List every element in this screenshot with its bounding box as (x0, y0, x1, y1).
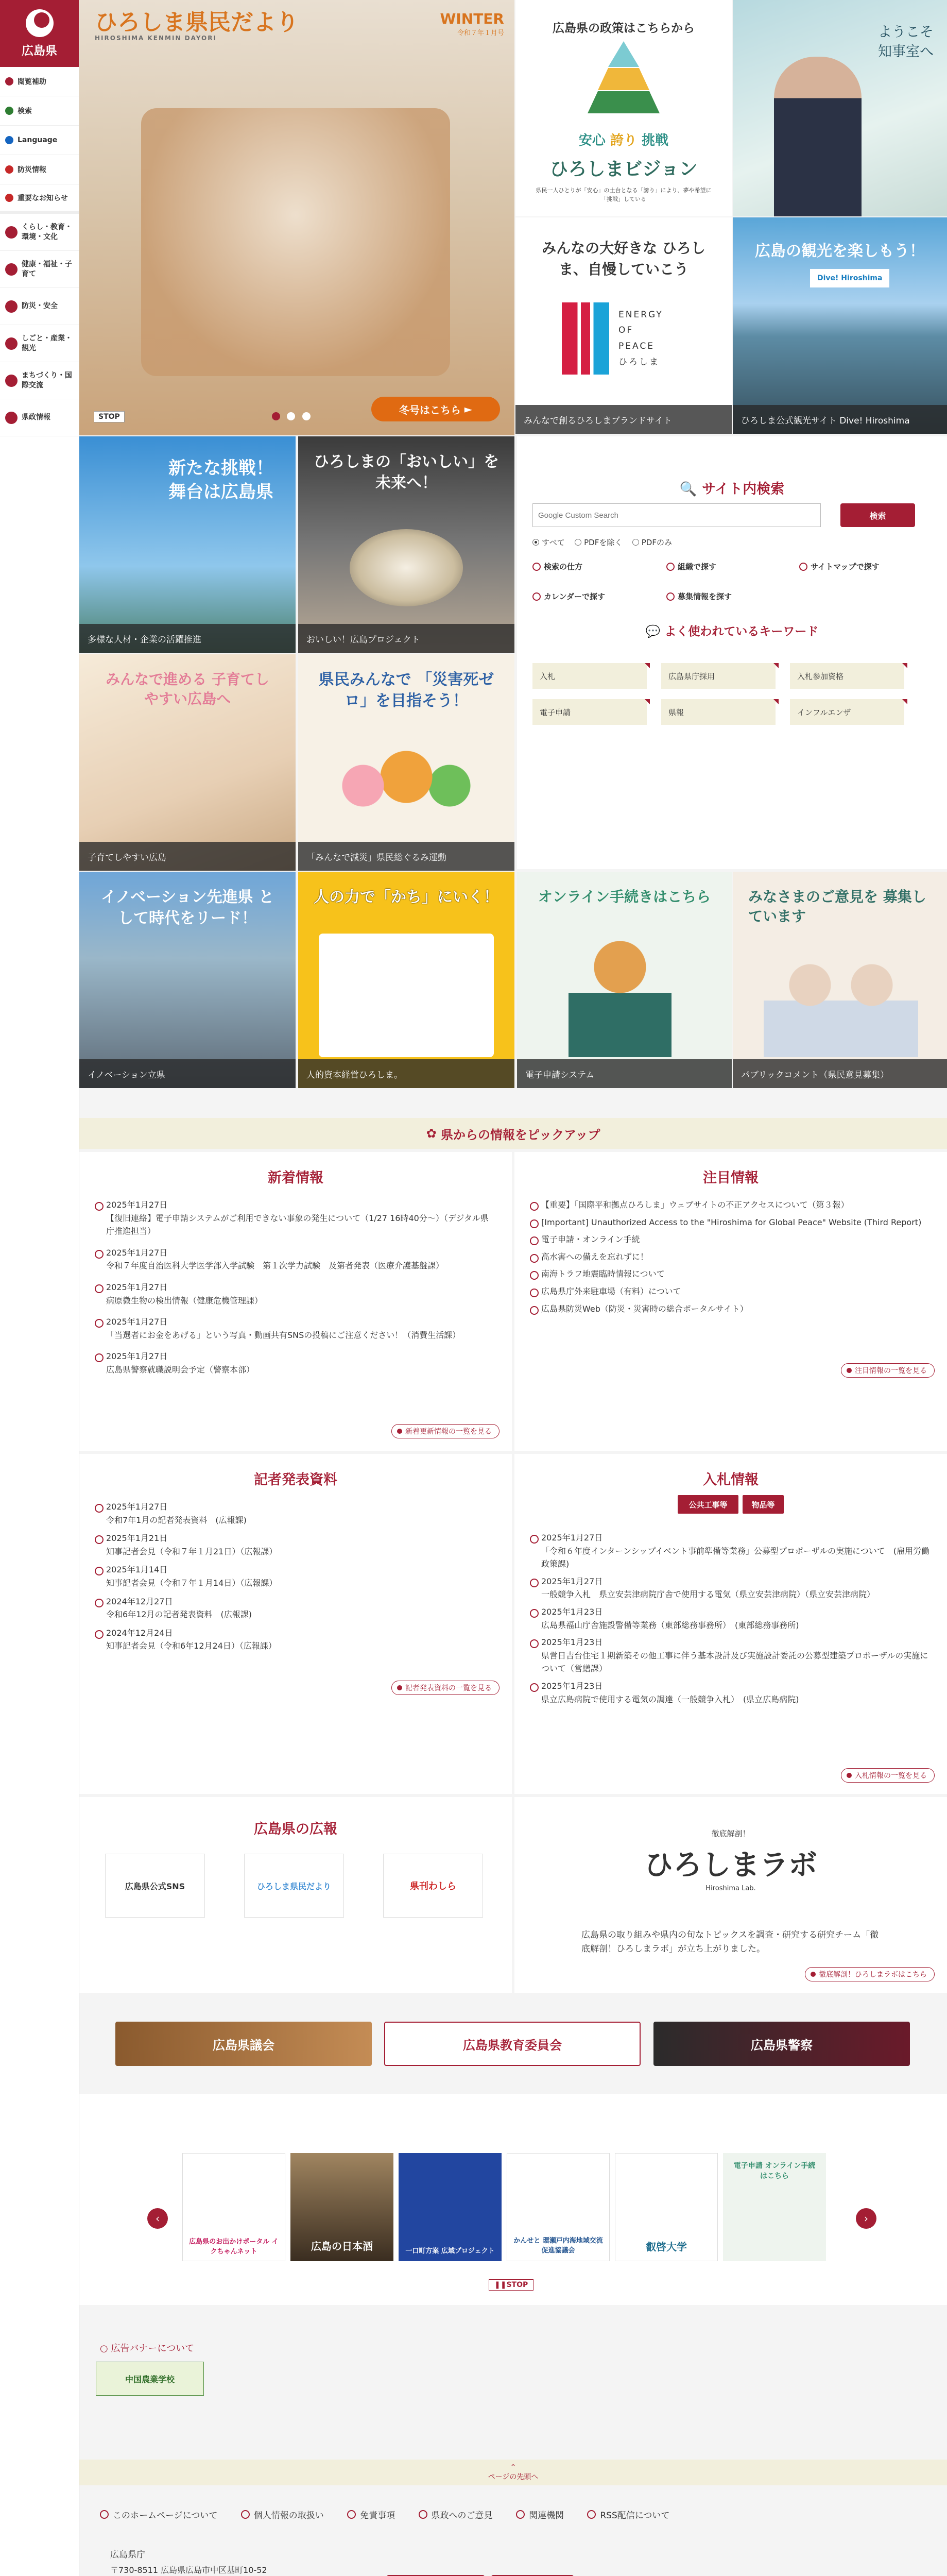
tile-oishii[interactable]: ひろしまの「おいしい」を 未来へ！ おいしい！広島プロジェクト (298, 436, 514, 653)
keyword-item[interactable]: 電子申請 (532, 699, 650, 725)
institution-assembly[interactable]: 広島県議会 (115, 2022, 372, 2066)
news-heading: 新着情報 (268, 1170, 323, 1186)
link-search-sitemap[interactable]: サイトマップで探す (799, 561, 880, 572)
press-item[interactable]: 2024年12月27日 令和6年12月の記者発表資料 (広報課) (95, 1595, 496, 1621)
press-more-button[interactable]: 記者発表資料の一覧を見る (391, 1681, 500, 1695)
hero-cta-button[interactable]: 冬号はこちら ► (371, 397, 500, 421)
footer-address: 〒730-8511 広島県広島市中区基町10-52 (110, 2565, 267, 2575)
globe-icon (5, 136, 13, 144)
news-item[interactable]: 2025年1月27日 「当選者にお金をあげる」という写真・動画共有SNSの投稿にご注意ください！（消費生活課） (95, 1315, 496, 1342)
brand-title: みんなの大好きな ひろしま、自慢していこう (542, 240, 705, 278)
bid-item[interactable]: 2025年1月23日 県営日吉台住宅１期新築その他工事に伴う基本設計及び実施設計委託の公募型建築プロポーザルの実施について（営繕課） (530, 1636, 932, 1675)
lab-sub: Hiroshima Lab. (705, 1885, 756, 1892)
carousel-item[interactable]: 広島県のお出かけポータル イクちゃんネット (182, 2153, 285, 2261)
footer-link[interactable]: RSS配信について (587, 2508, 669, 2521)
online-illustration (569, 928, 671, 1057)
brand-caption: みんなで創るひろしまブランドサイト (515, 405, 732, 434)
pr-panel (79, 1797, 512, 1993)
keyword-item[interactable]: 入札 (532, 663, 650, 689)
sidebar-item-disaster[interactable]: 防災情報 (0, 155, 79, 184)
tab-goods[interactable]: 物品等 (743, 1495, 784, 1514)
pyramid-icon (588, 41, 660, 118)
banner-carousel (79, 2094, 947, 2305)
search-input[interactable] (532, 503, 821, 527)
news-item[interactable]: 2025年1月27日 令和７年度自治医科大学医学部入学試験 第１次学力試験 及第者発表（医療介護基盤課） (95, 1246, 496, 1273)
page-top-link[interactable]: ⌃ ページの先頭へ (79, 2460, 947, 2485)
sidebar-item-town[interactable]: まちづくり・国際交流 (0, 362, 79, 399)
notice-item[interactable]: 広島県庁外来駐車場（有料）について (530, 1285, 932, 1298)
chevron-up-icon: ⌃ (510, 2463, 516, 2471)
hero-logo: ひろしま県民だより HIROSHIMA KENMIN DAYORI (95, 9, 299, 42)
sidebar-item-govt[interactable]: 県政情報 (0, 399, 79, 436)
tile-public-comment[interactable]: みなさまのご意見を 募集しています パブリックコメント（県民意見募集） (733, 872, 947, 1088)
bid-item[interactable]: 2025年1月27日 一般競争入札 県立安芸津病院庁舎で使用する電気（県立安芸津病院）（県立安芸津病院） (530, 1575, 932, 1601)
tab-public-works[interactable]: 公共工事等 (678, 1495, 738, 1514)
keyword-item[interactable]: インフルエンザ (790, 699, 907, 725)
footer-link[interactable]: 県政へのご意見 (419, 2508, 493, 2521)
public-comment-photo (764, 954, 918, 1057)
governor-tile[interactable] (733, 0, 947, 216)
footer-org: 広島県庁 (110, 2550, 145, 2560)
carousel-item[interactable]: 一口町方案 広域プロジェクト (399, 2153, 502, 2261)
press-item[interactable]: 2024年12月24日 知事記者会見（令和6年12月24日）（広報課） (95, 1626, 496, 1653)
lab-panel (514, 1797, 947, 1993)
shield-icon (5, 300, 18, 313)
footer-link[interactable]: このホームページについて (100, 2508, 217, 2521)
bid-item[interactable]: 2025年1月27日 「令和６年度インターンシップイベント事前準備等業務」公募型プロポーザルの実施について (雇用労働政策課) (530, 1531, 932, 1571)
governor-greeting: ようこそ 知事室へ (878, 24, 934, 60)
news-panel (79, 1152, 512, 1451)
pager-dot[interactable] (302, 412, 311, 420)
search-heading: 🔍 サイト内検索 (679, 481, 785, 497)
bid-item[interactable]: 2025年1月23日 県立広島病院で使用する電気の調達（一般競争入札） (県立広島病院) (530, 1680, 932, 1706)
notice-item[interactable]: 【重要】「国際平和拠点ひろしま」ウェブサイトの不正アクセスについて（第３報） (530, 1198, 932, 1212)
vision-caption: 県民一人ひとりが「安心」の土台となる「誇り」により、夢や希望に「挑戦」している (536, 187, 712, 202)
notice-list (530, 1198, 932, 1319)
keyword-item[interactable]: 入札参加資格 (790, 663, 907, 689)
dive-hiroshima-badge: Dive! Hiroshima (810, 269, 889, 287)
vision-tile[interactable] (515, 0, 732, 216)
sidebar-item-life[interactable]: くらし・教育・環境・文化 (0, 214, 79, 251)
footer (79, 2485, 947, 2576)
human-capital-illustration (319, 934, 494, 1057)
link-search-org[interactable]: 組織で探す (666, 561, 716, 572)
institution-education[interactable]: 広島県教育委員会 (384, 2022, 641, 2066)
footer-link[interactable]: 免責事項 (347, 2508, 395, 2521)
bid-panel (514, 1454, 947, 1794)
notice-item[interactable]: 電子申請・オンライン手続 (530, 1233, 932, 1246)
carousel-item[interactable]: 叡啓大学 (615, 2153, 718, 2261)
lab-text: 広島県の取り組みや県内の旬なトピックスを調査・研究する研究チーム「徹底解剖！ひろしまラボ」が立ち上がりました。 (581, 1930, 879, 1955)
carousel-item[interactable]: 電子申請 オンライン手続はこちら (723, 2153, 826, 2261)
bid-more-button[interactable]: 入札情報の一覧を見る (841, 1768, 935, 1783)
banner-info-heading[interactable]: ○ 広告バナーについて (100, 2343, 195, 2354)
sidebar-item-work[interactable]: しごと・産業・観光 (0, 325, 79, 362)
hero-issue: WINTER 令和７年１月号 (440, 10, 504, 37)
press-list (95, 1500, 496, 1658)
radio-pdf-only[interactable]: PDFのみ (632, 537, 672, 548)
link-search-calendar[interactable]: カレンダーで探す (532, 591, 605, 602)
carousel-stop-button[interactable]: ❚❚STOP (489, 2279, 533, 2291)
institution-police[interactable]: 広島県警察 (653, 2022, 910, 2066)
news-item[interactable]: 2025年1月27日 広島県警察就職説明会予定（警察本部） (95, 1350, 496, 1376)
document-icon (5, 412, 18, 424)
news-item[interactable]: 2025年1月27日 病原微生物の検出情報（健康危機管理課） (95, 1281, 496, 1307)
brand-tile[interactable] (515, 217, 732, 434)
notice-panel (514, 1152, 947, 1451)
tile-human-capital[interactable]: 人の力で「かち」にいく！ 人的資本経営ひろしま。 (298, 872, 514, 1088)
news-list (95, 1198, 496, 1385)
alert-icon (5, 194, 13, 202)
accessibility-icon (5, 77, 13, 86)
carousel-item[interactable]: 広島の日本酒 (290, 2153, 393, 2261)
bid-heading: 入札情報 (703, 1472, 759, 1488)
keyword-item[interactable]: 広島県庁採用 (661, 663, 779, 689)
radio-exclude-pdf[interactable]: PDFを除く (575, 537, 622, 548)
footer-links (100, 2508, 690, 2521)
building-icon (5, 337, 18, 350)
hero-pager (270, 412, 313, 423)
press-panel (79, 1454, 512, 1794)
carousel-item[interactable]: かんせと 環瀬戸内海地域交流促進協議会 (507, 2153, 610, 2261)
search-button[interactable]: 検索 (840, 503, 915, 527)
tourism-title: 広島の観光を楽しもう！ (755, 242, 925, 260)
notice-heading: 注目情報 (703, 1170, 759, 1186)
sidebar-item-accessibility[interactable]: 閲覧補助 (0, 67, 79, 96)
pickup-header: ✿ 県からの情報をピックアップ (79, 1118, 947, 1149)
carousel-track (182, 2153, 826, 2261)
lab-title[interactable]: ひろしまラボ (644, 1848, 817, 1882)
pr-banner-washira[interactable]: 県刊わしら (383, 1854, 483, 1918)
news-more-button[interactable]: 新着更新情報の一覧を見る (391, 1424, 500, 1438)
sidebar-item-important[interactable]: 重要なお知らせ (0, 184, 79, 214)
lab-more-button[interactable]: 徹底解剖！ひろしまラボはこちら (805, 1967, 935, 1981)
peace-mark-icon (562, 302, 609, 375)
mascot-illustration (334, 742, 478, 829)
tourism-caption: ひろしま公式観光サイト Dive! Hiroshima (733, 405, 947, 434)
notice-item[interactable]: 広島県防災Web（防災・災害時の総合ポータルサイト） (530, 1302, 932, 1316)
carousel-next-button[interactable] (856, 2208, 876, 2229)
news-item[interactable]: 2025年1月27日 【復旧連絡】電子申請システムがご利用できない事象の発生について（1/27 16時40分～）（デジタル県庁推進担当） (95, 1198, 496, 1238)
energy-of-peace-logo: ENERGY OF PEACE ひろしま (562, 302, 663, 375)
press-item[interactable]: 2025年1月21日 知事記者会見（令和７年１月21日）（広報課） (95, 1532, 496, 1558)
vision-title: ひろしまビジョン (549, 159, 698, 180)
warning-icon (5, 165, 13, 174)
tile-disaster[interactable]: 県民みんなで 「災害死ゼロ」を目指そう！ 「みんなで減災」県民総ぐるみ運動 (298, 654, 514, 871)
pr-banner-sns[interactable]: 広島県公式SNS (105, 1854, 205, 1918)
link-search-howto[interactable]: 検索の仕方 (532, 561, 582, 572)
hiroshima-emblem-icon (26, 9, 54, 37)
press-heading: 記者発表資料 (254, 1472, 337, 1488)
oyster-photo (350, 529, 463, 606)
sidebar-item-health[interactable]: 健康・福祉・子育て (0, 251, 79, 288)
keyword-item[interactable]: 県報 (661, 699, 779, 725)
footer-link[interactable]: 関連機関 (516, 2508, 564, 2521)
people-icon (5, 226, 18, 239)
search-panel (517, 436, 947, 869)
hero-stop-button[interactable]: STOP (94, 411, 125, 422)
tile-childcare[interactable]: みんなで進める 子育てしやすい広島へ 子育てしやすい広島 (79, 654, 296, 871)
hero-photo (141, 108, 450, 376)
banner-info (79, 2305, 947, 2460)
tourism-tile[interactable] (733, 217, 947, 434)
sidebar-item-search[interactable]: 検索 (0, 96, 79, 126)
search-options (532, 537, 679, 548)
pr-banner-dayori[interactable]: ひろしま県民だより (244, 1854, 344, 1918)
chevron-right-icon: › (864, 2212, 868, 2225)
governor-photo (774, 57, 862, 216)
heart-icon (5, 263, 18, 276)
site-logo[interactable] (0, 0, 79, 67)
tile-talent[interactable]: 新たな挑戦！ 舞台は広島県 多様な人材・企業の活躍推進 (79, 436, 296, 653)
notice-item[interactable]: 高水害への備えを忘れずに！ (530, 1250, 932, 1264)
pager-dot[interactable] (287, 412, 295, 420)
radio-all[interactable]: すべて (532, 537, 565, 548)
tile-online[interactable]: オンライン手続きはこちら 電子申請システム (517, 872, 732, 1088)
pager-dot-active[interactable] (272, 412, 280, 420)
tile-innovation[interactable]: イノベーション先進県 として時代をリード！ イノベーション立県 (79, 872, 296, 1088)
pr-heading: 広島県の広報 (254, 1821, 337, 1837)
notice-more-button[interactable]: 注目情報の一覧を見る (841, 1363, 935, 1378)
bid-list (530, 1531, 932, 1710)
press-item[interactable]: 2025年1月27日 令和7年1月の記者発表資料 (広報課) (95, 1500, 496, 1527)
vision-words: 安心 誇り 挑戦 (578, 133, 669, 148)
sidebar-item-safety[interactable]: 防災・安全 (0, 288, 79, 325)
keyword-heading: 💬 よく使われているキーワード (645, 625, 819, 638)
sidebar-item-language[interactable]: Language (0, 126, 79, 155)
search-icon (5, 107, 13, 115)
carousel-prev-button[interactable] (147, 2208, 168, 2229)
link-search-recruit[interactable]: 募集情報を探す (666, 591, 732, 602)
ad-banner[interactable]: 中国農業学校 (96, 2362, 204, 2396)
site-logo-text: 広島県 (22, 44, 57, 58)
institutions-band (79, 1996, 947, 2094)
footer-link[interactable]: 個人情報の取扱い (241, 2508, 324, 2521)
town-icon (5, 375, 18, 387)
bid-tabs (514, 1495, 947, 1514)
bid-item[interactable]: 2025年1月23日 広島県福山庁舎施設警備等業務（東部総務事務所） (東部総務事務所) (530, 1605, 932, 1632)
press-item[interactable]: 2025年1月14日 知事記者会見（令和７年１月14日）（広報課） (95, 1563, 496, 1589)
notice-item[interactable]: 南海トラフ地震臨時情報について (530, 1267, 932, 1281)
vision-top: 広島県の政策はこちらから (553, 22, 695, 35)
chevron-left-icon: ‹ (156, 2212, 160, 2225)
hero-slider[interactable] (79, 0, 514, 435)
lab-tag: 徹底解剖！ (711, 1829, 750, 1838)
sidebar (0, 0, 79, 2576)
notice-item[interactable]: [Important] Unauthorized Access to the "Hiroshima for Global Peace" Website (Third Report) (530, 1216, 932, 1229)
